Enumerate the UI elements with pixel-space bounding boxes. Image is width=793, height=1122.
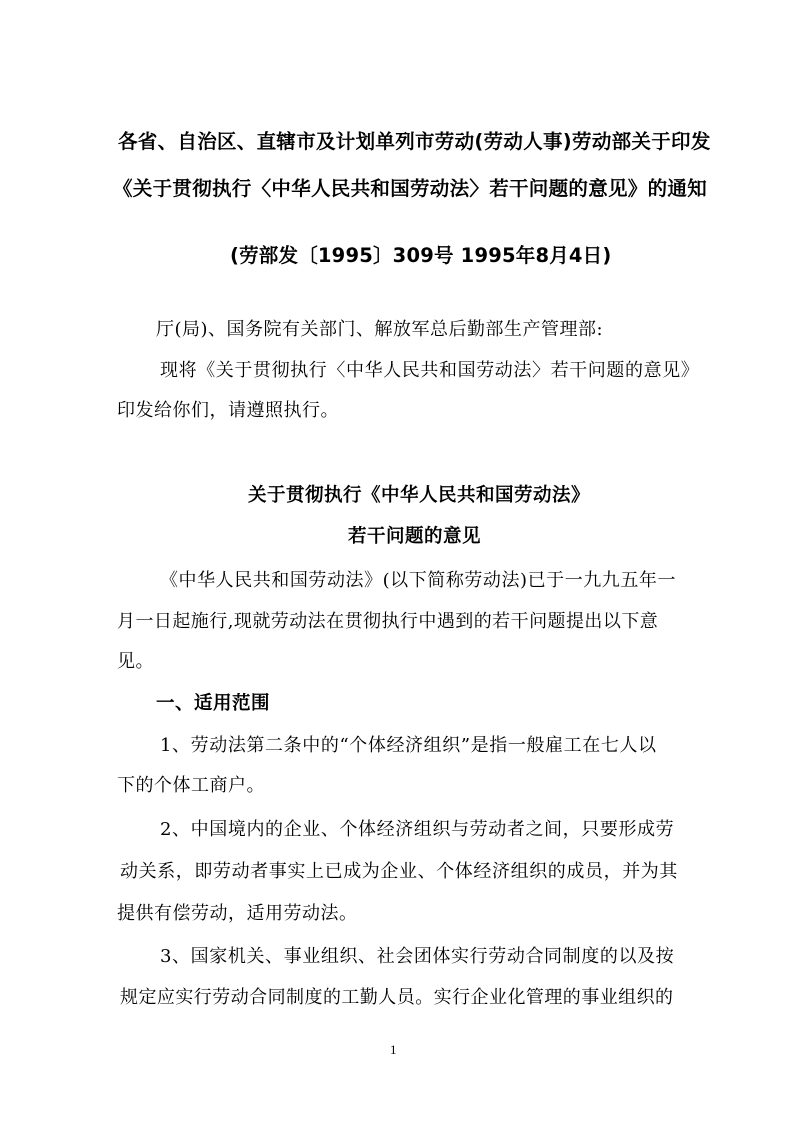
- intro-paragraph-line-3: 见。: [117, 651, 154, 672]
- item-3-line-2: 规定应实行劳动合同制度的工勤人员。实行企业化管理的事业组织的: [120, 987, 674, 1008]
- notice-paragraph-line-2: 印发给你们，请遵照执行。: [117, 400, 339, 421]
- subtitle-line-1: 关于贯彻执行《中华人民共和国劳动法》: [248, 485, 591, 506]
- item-3-line-1: 3、国家机关、事业组织、社会团体实行劳动合同制度的以及按: [160, 946, 675, 967]
- page-number: 1: [390, 1042, 397, 1057]
- intro-paragraph-line-1: 《中华人民共和国劳动法》(以下简称劳动法)已于一九九五年一: [160, 570, 676, 591]
- item-1-line-2: 下的个体工商户。: [117, 775, 265, 796]
- notice-paragraph-line-1: 现将《关于贯彻执行〈中华人民共和国劳动法〉若干问题的意见》: [160, 360, 700, 381]
- intro-paragraph-line-2: 月一日起施行,现就劳动法在贯彻执行中遇到的若干问题提出以下意: [117, 611, 659, 632]
- item-2-line-1: 2、中国境内的企业、个体经济组织与劳动者之间，只要形成劳: [160, 819, 675, 840]
- section-heading-scope: 一、适用范围: [156, 693, 271, 714]
- document-title-line-1: 各省、自治区、直辖市及计划单列市劳动(劳动人事)劳动部关于印发: [118, 130, 711, 153]
- item-2-line-3: 提供有偿劳动，适用劳动法。: [117, 903, 358, 924]
- subtitle-line-2: 若干问题的意见: [348, 526, 482, 547]
- document-number: (劳部发〔1995〕309号 1995年8月4日): [230, 244, 612, 267]
- item-1-line-1: 1、劳动法第二条中的“个体经济组织”是指一般雇工在七人以: [160, 735, 657, 756]
- document-title-line-2: 《关于贯彻执行〈中华人民共和国劳动法〉若干问题的意见》的通知: [113, 177, 708, 200]
- addressee-line: 厅(局)、国务院有关部门、解放军总后勤部生产管理部:: [156, 319, 604, 340]
- item-2-line-2: 动关系，即劳动者事实上已成为企业、个体经济组织的成员，并为其: [120, 861, 678, 882]
